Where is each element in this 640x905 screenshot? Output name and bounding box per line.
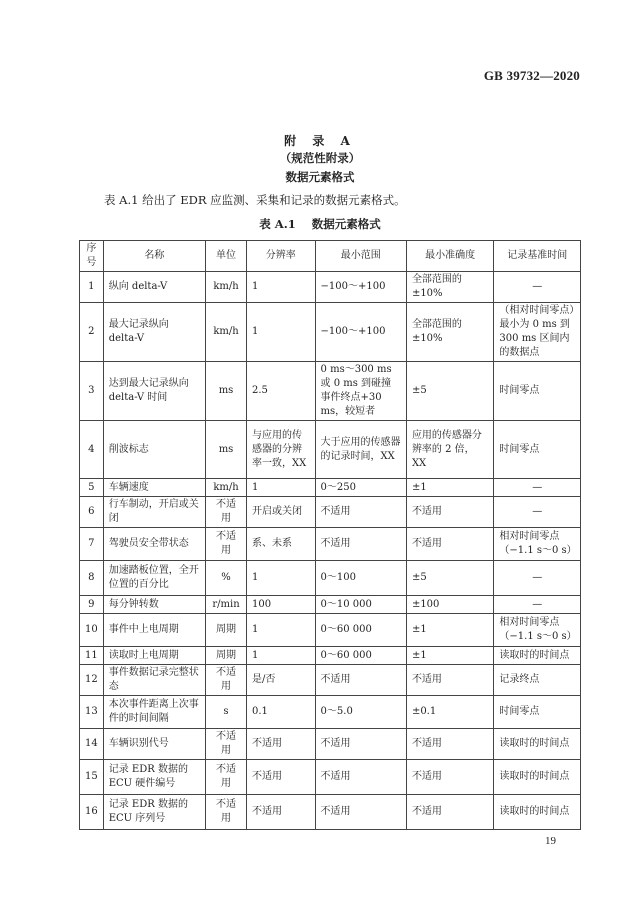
row-min-range: 大于应用的传感器的记录时间，XX — [315, 421, 406, 479]
row-unit: 周期 — [206, 647, 247, 665]
row-resolution: 系、未系 — [246, 528, 315, 561]
table-row — [80, 561, 581, 596]
row-unit: ms — [206, 421, 247, 479]
row-resolution: 开启或关闭 — [246, 497, 315, 528]
row-min-range: 不适用 — [315, 729, 406, 760]
row-name: 达到最大记录纵向 delta-V 时间 — [103, 362, 205, 421]
row-resolution: 1 — [246, 479, 315, 497]
row-name: 事件中上电周期 — [103, 614, 205, 647]
row-unit: km/h — [206, 303, 247, 362]
row-min-range: 不适用 — [315, 760, 406, 795]
table-row — [80, 497, 581, 528]
row-no: 8 — [80, 561, 104, 596]
row-no: 13 — [80, 696, 104, 729]
row-no: 15 — [80, 760, 104, 795]
annex-heading: 附 录 A — [284, 134, 356, 148]
row-resolution: 1 — [246, 303, 315, 362]
page-number: 19 — [545, 835, 556, 847]
row-no: 11 — [80, 647, 104, 665]
row-min-range: 0～60 000 — [315, 614, 406, 647]
row-record-time: 读取时的时间点 — [494, 795, 581, 830]
row-record-time: 相对时间零点（−1.1 s～0 s） — [494, 528, 581, 561]
row-name: 车辆速度 — [103, 479, 205, 497]
row-resolution: 1 — [246, 614, 315, 647]
row-no: 3 — [80, 362, 104, 421]
row-resolution: 不适用 — [246, 729, 315, 760]
row-no: 1 — [80, 272, 104, 303]
row-record-time: — — [494, 561, 581, 596]
header-min-range: 最小范围 — [315, 241, 406, 272]
row-unit: 不适用 — [206, 497, 247, 528]
row-min-range: 不适用 — [315, 795, 406, 830]
row-unit: 不适用 — [206, 528, 247, 561]
table-row — [80, 272, 581, 303]
row-resolution: 与应用的传感器的分辨率一致，XX — [246, 421, 315, 479]
row-name: 行车制动，开启或关闭 — [103, 497, 205, 528]
row-min-accuracy: ±0.1 — [406, 696, 493, 729]
row-min-accuracy: ±5 — [406, 561, 493, 596]
row-resolution: 1 — [246, 272, 315, 303]
data-element-table — [79, 240, 581, 830]
row-min-accuracy: ±1 — [406, 647, 493, 665]
row-resolution: 不适用 — [246, 795, 315, 830]
row-no: 9 — [80, 596, 104, 614]
row-no: 6 — [80, 497, 104, 528]
row-resolution: 是/否 — [246, 665, 315, 696]
table-row — [80, 303, 581, 362]
row-name: 每分钟转数 — [103, 596, 205, 614]
row-name: 削波标志 — [103, 421, 205, 479]
row-min-accuracy: ±5 — [406, 362, 493, 421]
row-min-accuracy: 不适用 — [406, 760, 493, 795]
table-caption — [0, 216, 640, 232]
row-no: 16 — [80, 795, 104, 830]
table-row — [80, 362, 581, 421]
row-unit: km/h — [206, 272, 247, 303]
row-no: 12 — [80, 665, 104, 696]
table-row — [80, 479, 581, 497]
row-min-range: −100～+100 — [315, 272, 406, 303]
row-record-time: 时间零点 — [494, 362, 581, 421]
row-min-accuracy: 全部范围的±10% — [406, 272, 493, 303]
row-record-time: — — [494, 479, 581, 497]
row-min-range: 不适用 — [315, 528, 406, 561]
row-min-accuracy: ±1 — [406, 614, 493, 647]
header-resolution: 分辨率 — [246, 241, 315, 272]
table-caption-title: 数据元素格式 — [311, 217, 381, 231]
row-min-accuracy: 不适用 — [406, 729, 493, 760]
row-resolution: 不适用 — [246, 760, 315, 795]
row-min-range: 0～60 000 — [315, 647, 406, 665]
row-name: 记录 EDR 数据的 ECU 硬件编号 — [103, 760, 205, 795]
row-resolution: 2.5 — [246, 362, 315, 421]
row-unit: 不适用 — [206, 665, 247, 696]
row-record-time: — — [494, 272, 581, 303]
row-unit: s — [206, 696, 247, 729]
normative-label: （规范性附录） — [279, 151, 361, 165]
row-record-time: 记录终点 — [494, 665, 581, 696]
row-record-time: 读取时的时间点 — [494, 729, 581, 760]
row-name: 加速踏板位置，全开位置的百分比 — [103, 561, 205, 596]
row-min-accuracy: 应用的传感器分辨率的 2 倍，XX — [406, 421, 493, 479]
table-caption-label: 表 A.1 — [259, 217, 296, 231]
row-resolution: 1 — [246, 647, 315, 665]
table-row — [80, 760, 581, 795]
row-min-accuracy: 不适用 — [406, 665, 493, 696]
header-record-time: 记录基准时间 — [494, 241, 581, 272]
annex-title: 数据元素格式 — [285, 170, 355, 184]
row-no: 10 — [80, 614, 104, 647]
table-row — [80, 696, 581, 729]
row-unit: 不适用 — [206, 795, 247, 830]
row-no: 14 — [80, 729, 104, 760]
row-name: 记录 EDR 数据的 ECU 序列号 — [103, 795, 205, 830]
row-name: 事件数据记录完整状态 — [103, 665, 205, 696]
row-unit: km/h — [206, 479, 247, 497]
table-row — [80, 614, 581, 647]
row-no: 7 — [80, 528, 104, 561]
row-name: 纵向 delta-V — [103, 272, 205, 303]
row-name: 最大记录纵向 delta-V — [103, 303, 205, 362]
row-min-accuracy: 不适用 — [406, 497, 493, 528]
row-min-range: 0～100 — [315, 561, 406, 596]
row-min-accuracy: 不适用 — [406, 795, 493, 830]
row-min-range: 0～10 000 — [315, 596, 406, 614]
row-unit: r/min — [206, 596, 247, 614]
row-min-accuracy: 全部范围的±10% — [406, 303, 493, 362]
header-name: 名称 — [103, 241, 205, 272]
header-no: 序号 — [80, 241, 104, 272]
table-row — [80, 729, 581, 760]
row-record-time: — — [494, 596, 581, 614]
row-min-range: −100～+100 — [315, 303, 406, 362]
row-record-time: 读取时的时间点 — [494, 647, 581, 665]
row-resolution: 100 — [246, 596, 315, 614]
row-unit: ms — [206, 362, 247, 421]
row-record-time: （相对时间零点）最小为 0 ms 到 300 ms 区间内的数据点 — [494, 303, 581, 362]
table-row — [80, 647, 581, 665]
row-min-range: 0～250 — [315, 479, 406, 497]
header-min-accuracy: 最小准确度 — [406, 241, 493, 272]
row-unit: 不适用 — [206, 760, 247, 795]
row-resolution: 0.1 — [246, 696, 315, 729]
row-record-time: 读取时的时间点 — [494, 760, 581, 795]
row-unit: % — [206, 561, 247, 596]
row-name: 本次事件距离上次事件的时间间隔 — [103, 696, 205, 729]
table-row — [80, 665, 581, 696]
row-record-time: 时间零点 — [494, 696, 581, 729]
row-no: 2 — [80, 303, 104, 362]
row-record-time: 相对时间零点（−1.1 s～0 s） — [494, 614, 581, 647]
table-row — [80, 596, 581, 614]
row-name: 读取时上电周期 — [103, 647, 205, 665]
intro-paragraph: 表 A.1 给出了 EDR 应监测、采集和记录的数据元素格式。 — [104, 193, 406, 207]
row-unit: 周期 — [206, 614, 247, 647]
row-no: 4 — [80, 421, 104, 479]
row-resolution: 1 — [246, 561, 315, 596]
row-record-time: 时间零点 — [494, 421, 581, 479]
row-name: 驾驶员安全带状态 — [103, 528, 205, 561]
row-min-range: 0 ms～300 ms 或 0 ms 到碰撞事件终点+30 ms，较短者 — [315, 362, 406, 421]
table-row — [80, 795, 581, 830]
row-min-accuracy: ±1 — [406, 479, 493, 497]
standard-code: GB 39732—2020 — [483, 68, 580, 83]
row-min-range: 不适用 — [315, 497, 406, 528]
row-record-time: — — [494, 497, 581, 528]
row-min-range: 不适用 — [315, 665, 406, 696]
row-min-accuracy: ±100 — [406, 596, 493, 614]
row-min-range: 0～5.0 — [315, 696, 406, 729]
table-row — [80, 528, 581, 561]
table-row — [80, 421, 581, 479]
row-no: 5 — [80, 479, 104, 497]
table-header-row — [80, 241, 581, 272]
row-min-accuracy: 不适用 — [406, 528, 493, 561]
header-unit: 单位 — [206, 241, 247, 272]
row-name: 车辆识别代号 — [103, 729, 205, 760]
row-unit: 不适用 — [206, 729, 247, 760]
